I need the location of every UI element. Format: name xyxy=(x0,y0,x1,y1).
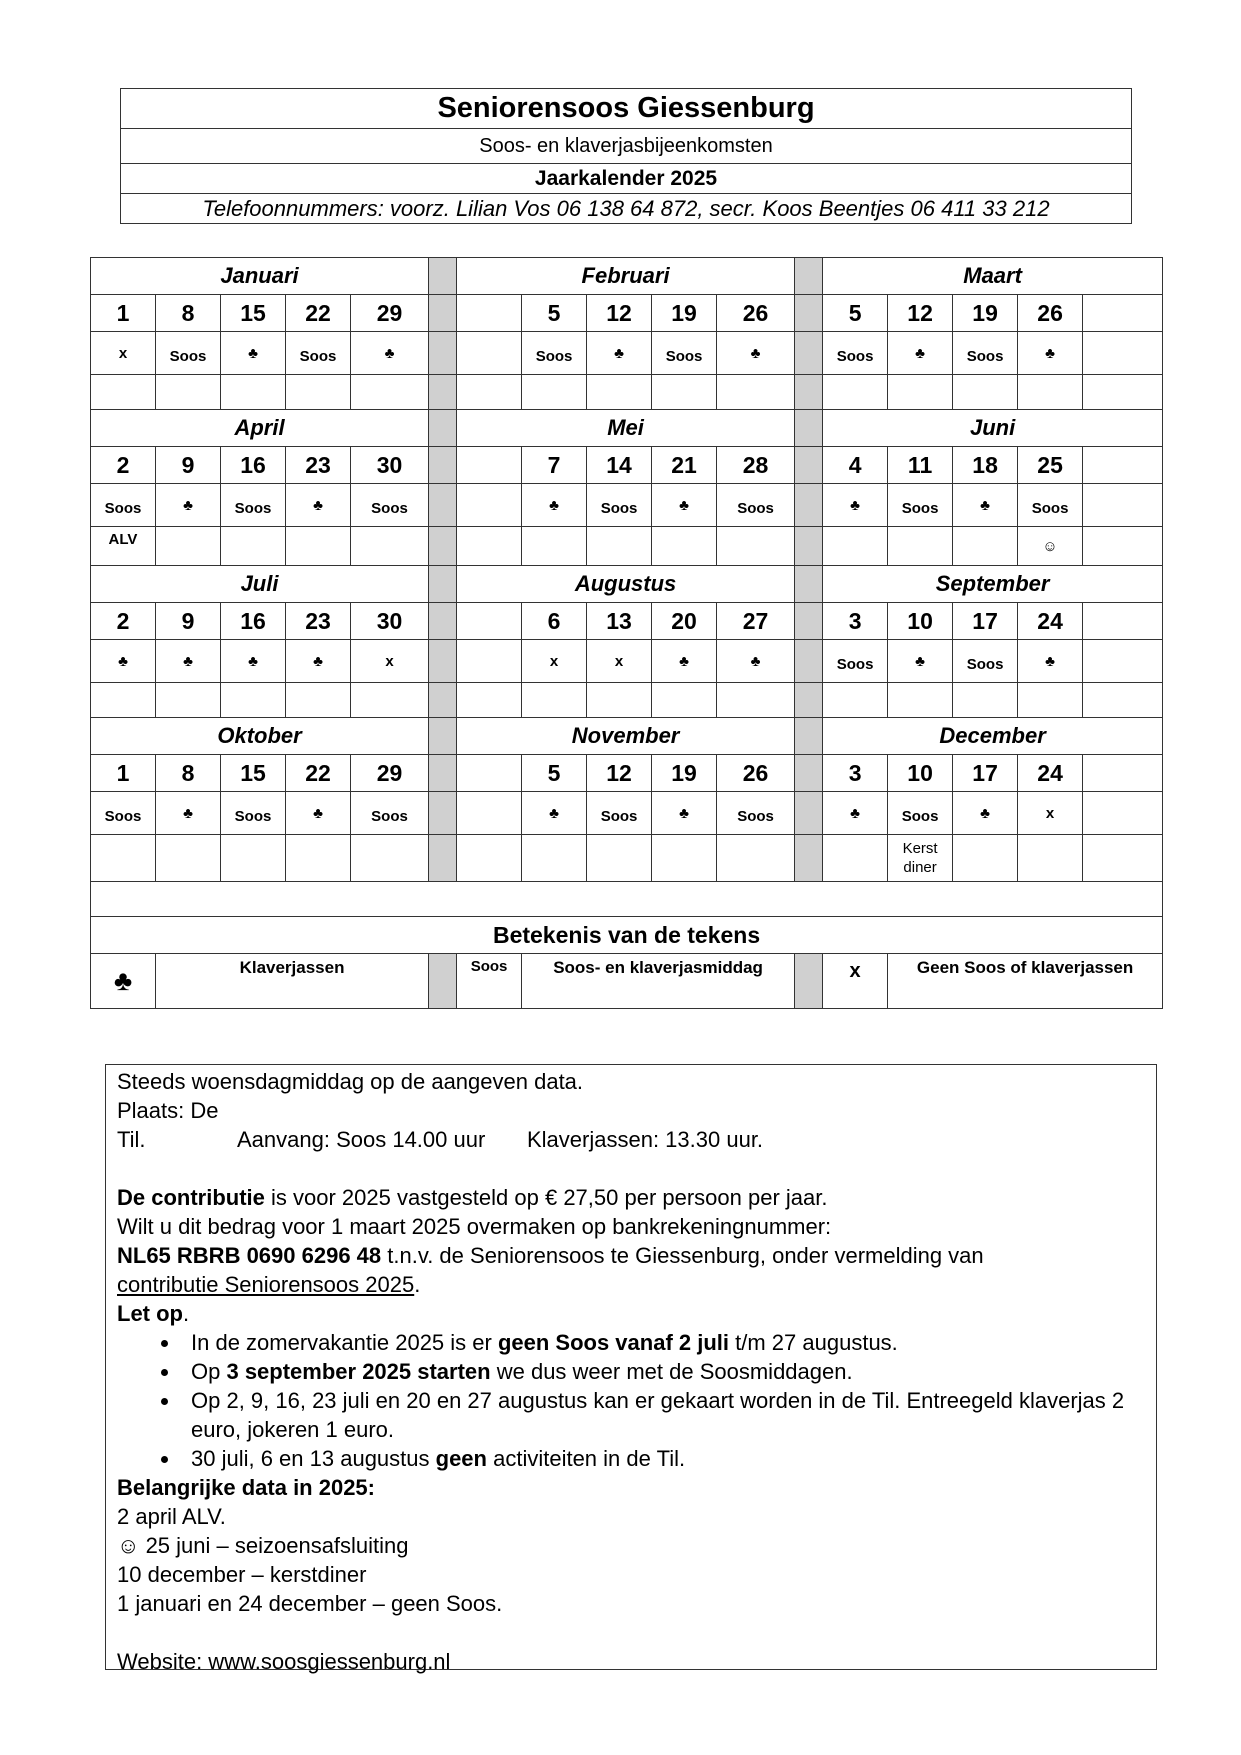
empty-cell xyxy=(522,835,587,882)
day-number: 29 xyxy=(351,755,429,792)
day-number: 28 xyxy=(717,447,795,484)
club-icon: ♣ xyxy=(652,484,717,527)
soos-mark: Soos xyxy=(221,484,286,527)
month-name: Februari xyxy=(457,258,795,295)
day-number: 26 xyxy=(717,295,795,332)
empty-cell xyxy=(953,527,1018,566)
club-icon: ♣ xyxy=(652,792,717,835)
day-number: 30 xyxy=(351,603,429,640)
club-icon: ♣ xyxy=(587,332,652,375)
column-separator xyxy=(429,603,457,640)
day-number: 2 xyxy=(91,447,156,484)
year-calendar xyxy=(90,257,1163,1009)
no-event-mark: x xyxy=(351,640,429,683)
date-item: 10 december – kerstdiner xyxy=(117,1562,367,1587)
empty-cell xyxy=(457,375,522,410)
empty-cell xyxy=(522,683,587,718)
column-separator xyxy=(429,527,457,566)
column-separator xyxy=(429,640,457,683)
column-separator xyxy=(795,375,823,410)
soos-mark: Soos xyxy=(717,484,795,527)
club-icon: ♣ xyxy=(522,484,587,527)
day-number: 8 xyxy=(156,755,221,792)
day-number: 2 xyxy=(91,603,156,640)
legend-x-symbol: x xyxy=(823,954,888,1009)
soos-mark: Soos xyxy=(823,332,888,375)
legend-x-label: Geen Soos of klaverjassen xyxy=(888,954,1163,1009)
day-number: 5 xyxy=(823,295,888,332)
no-event-mark: x xyxy=(91,332,156,375)
info-letop xyxy=(117,1299,1146,1328)
column-separator xyxy=(795,603,823,640)
empty-cell xyxy=(286,683,351,718)
empty-cell xyxy=(1083,683,1163,718)
page-subtitle: Soos- en klaverjasbijeenkomsten xyxy=(121,129,1132,164)
column-separator xyxy=(795,527,823,566)
info-line: Steeds woensdagmiddag op de aangeven data. xyxy=(117,1069,584,1094)
empty-cell xyxy=(652,835,717,882)
day-number: 21 xyxy=(652,447,717,484)
month-name: December xyxy=(823,718,1163,755)
empty-cell xyxy=(823,835,888,882)
day-number: 19 xyxy=(953,295,1018,332)
column-separator xyxy=(795,447,823,484)
empty-cell xyxy=(717,835,795,882)
empty-cell xyxy=(652,527,717,566)
day-number: 6 xyxy=(522,603,587,640)
column-separator xyxy=(795,683,823,718)
column-separator xyxy=(429,683,457,718)
empty-cell xyxy=(953,835,1018,882)
soos-mark: Soos xyxy=(156,332,221,375)
note-cell: ALV xyxy=(91,527,156,566)
day-number: 10 xyxy=(888,603,953,640)
day-number: 16 xyxy=(221,447,286,484)
soos-mark: Soos xyxy=(351,792,429,835)
empty-cell xyxy=(522,375,587,410)
legend-club-label: Klaverjassen xyxy=(156,954,429,1009)
club-icon: ♣ xyxy=(156,792,221,835)
day-number: 26 xyxy=(1018,295,1083,332)
empty-cell xyxy=(888,375,953,410)
page-title: Seniorensoos Giessenburg xyxy=(121,89,1132,129)
day-number: 9 xyxy=(156,603,221,640)
empty-cell xyxy=(221,683,286,718)
soos-mark: Soos xyxy=(953,640,1018,683)
club-icon: ♣ xyxy=(156,640,221,683)
empty-cell xyxy=(587,527,652,566)
info-box xyxy=(105,1064,1157,1674)
day-number: 26 xyxy=(717,755,795,792)
soos-mark: Soos xyxy=(717,792,795,835)
month-name: September xyxy=(823,566,1163,603)
soos-mark: Soos xyxy=(351,484,429,527)
column-separator xyxy=(795,258,823,295)
empty-cell xyxy=(717,375,795,410)
day-number: 11 xyxy=(888,447,953,484)
contribution-text: is voor 2025 vastgesteld op € 27,50 per persoon per jaar. xyxy=(264,1185,828,1210)
day-number: 16 xyxy=(221,603,286,640)
empty-cell xyxy=(522,527,587,566)
day-number xyxy=(457,603,522,640)
month-name: Januari xyxy=(91,258,429,295)
column-separator xyxy=(429,792,457,835)
letop-label: Let op xyxy=(117,1301,183,1326)
empty-cell xyxy=(457,683,522,718)
empty-cell xyxy=(156,527,221,566)
day-number: 22 xyxy=(286,295,351,332)
day-number: 18 xyxy=(953,447,1018,484)
column-separator xyxy=(429,484,457,527)
club-icon: ♣ xyxy=(221,640,286,683)
day-number xyxy=(457,295,522,332)
empty-cell xyxy=(1083,527,1163,566)
empty-cell xyxy=(351,835,429,882)
date-item: 2 april ALV. xyxy=(117,1504,226,1529)
empty-cell xyxy=(91,375,156,410)
month-name: Juni xyxy=(823,410,1163,447)
day-number: 4 xyxy=(823,447,888,484)
column-separator xyxy=(429,954,457,1009)
legend-soos-label: Soos- en klaverjasmiddag xyxy=(522,954,795,1009)
club-icon: ♣ xyxy=(91,954,156,1009)
day-number: 15 xyxy=(221,295,286,332)
soos-mark: Soos xyxy=(522,332,587,375)
empty-cell xyxy=(91,835,156,882)
day-number: 20 xyxy=(652,603,717,640)
reference-end: . xyxy=(414,1272,421,1297)
club-icon: ♣ xyxy=(1018,640,1083,683)
iban: NL65 RBRB 0690 6296 48 xyxy=(117,1243,382,1268)
soos-mark: Soos xyxy=(286,332,351,375)
dates-title xyxy=(117,1473,1146,1502)
day-number: 12 xyxy=(888,295,953,332)
club-icon: ♣ xyxy=(286,484,351,527)
list-item: • In de zomervakantie 2025 is er geen Soos vanaf 2 juli t/m 27 augustus. xyxy=(181,1328,1146,1357)
empty-cell xyxy=(652,683,717,718)
column-separator xyxy=(429,258,457,295)
empty-cell xyxy=(888,683,953,718)
day-number: 7 xyxy=(522,447,587,484)
empty-cell xyxy=(156,835,221,882)
day-number: 24 xyxy=(1018,603,1083,640)
empty-cell xyxy=(457,484,522,527)
empty-cell xyxy=(457,640,522,683)
day-number: 10 xyxy=(888,755,953,792)
empty-cell xyxy=(156,375,221,410)
date-item: ☺ 25 juni – seizoensafsluiting xyxy=(117,1533,409,1558)
day-number: 25 xyxy=(1018,447,1083,484)
empty-cell xyxy=(351,375,429,410)
dates-title-text: Belangrijke data in 2025: xyxy=(117,1475,375,1500)
empty-cell xyxy=(351,683,429,718)
column-separator xyxy=(429,755,457,792)
soos-mark: Soos xyxy=(888,484,953,527)
day-number: 29 xyxy=(351,295,429,332)
legend-row xyxy=(91,954,1163,1009)
smiley-icon: ☺ xyxy=(1018,527,1083,566)
club-icon: ♣ xyxy=(351,332,429,375)
day-number: 24 xyxy=(1018,755,1083,792)
empty-cell xyxy=(823,527,888,566)
contribution-label: De contributie xyxy=(117,1185,265,1210)
club-icon: ♣ xyxy=(953,484,1018,527)
info-aanvang: Aanvang: Soos 14.00 uur xyxy=(237,1127,486,1152)
empty-cell xyxy=(221,527,286,566)
column-separator xyxy=(429,295,457,332)
day-number: 27 xyxy=(717,603,795,640)
day-number: 1 xyxy=(91,295,156,332)
day-number: 19 xyxy=(652,755,717,792)
info-iban-line xyxy=(117,1241,1146,1270)
legend-soos-symbol: Soos xyxy=(457,954,522,1009)
empty-cell xyxy=(1083,375,1163,410)
club-icon: ♣ xyxy=(888,640,953,683)
day-number: 9 xyxy=(156,447,221,484)
month-name: Juli xyxy=(91,566,429,603)
club-icon: ♣ xyxy=(286,640,351,683)
calendar-title: Jaarkalender 2025 xyxy=(121,164,1132,194)
date-item: 1 januari en 24 december – geen Soos. xyxy=(117,1591,503,1616)
day-number: 15 xyxy=(221,755,286,792)
list-item: • 30 juli, 6 en 13 augustus geen activiteiten in de Til. xyxy=(181,1444,1146,1473)
day-number: 22 xyxy=(286,755,351,792)
column-separator xyxy=(795,755,823,792)
info-location-line xyxy=(117,1096,1146,1154)
club-icon: ♣ xyxy=(221,332,286,375)
empty-cell xyxy=(953,375,1018,410)
reference-text: contributie Seniorensoos 2025 xyxy=(117,1272,415,1297)
info-reference xyxy=(117,1270,1146,1299)
day-number: 19 xyxy=(652,295,717,332)
phone-numbers: Telefoonnummers: voorz. Lilian Vos 06 138 64 872, secr. Koos Beentjes 06 411 33 212 xyxy=(121,194,1132,224)
empty-cell xyxy=(717,527,795,566)
empty-cell xyxy=(457,835,522,882)
soos-mark: Soos xyxy=(587,792,652,835)
column-separator xyxy=(795,718,823,755)
soos-mark: Soos xyxy=(91,792,156,835)
club-icon: ♣ xyxy=(286,792,351,835)
empty-cell xyxy=(1018,375,1083,410)
club-icon: ♣ xyxy=(91,640,156,683)
info-transfer: Wilt u dit bedrag voor 1 maart 2025 overmaken op bankrekeningnummer: xyxy=(117,1214,832,1239)
column-separator xyxy=(795,295,823,332)
column-separator xyxy=(795,566,823,603)
day-number: 8 xyxy=(156,295,221,332)
column-separator xyxy=(795,954,823,1009)
club-icon: ♣ xyxy=(823,792,888,835)
column-separator xyxy=(795,410,823,447)
column-separator xyxy=(429,718,457,755)
empty-cell xyxy=(888,527,953,566)
day-number: 5 xyxy=(522,755,587,792)
month-name: Augustus xyxy=(457,566,795,603)
empty-cell xyxy=(823,683,888,718)
day-number: 1 xyxy=(91,755,156,792)
month-name: Maart xyxy=(823,258,1163,295)
list-item: • Op 3 september 2025 starten we dus weer met de Soosmiddagen. xyxy=(181,1357,1146,1386)
empty-cell xyxy=(221,835,286,882)
soos-mark: Soos xyxy=(1018,484,1083,527)
header-box xyxy=(120,88,1132,224)
no-event-mark: x xyxy=(587,640,652,683)
column-separator xyxy=(795,332,823,375)
day-number: 17 xyxy=(953,603,1018,640)
day-number xyxy=(457,447,522,484)
empty-cell xyxy=(1018,683,1083,718)
club-icon: ♣ xyxy=(717,640,795,683)
empty-cell xyxy=(587,683,652,718)
day-number: 13 xyxy=(587,603,652,640)
empty-cell xyxy=(652,375,717,410)
day-number: 12 xyxy=(587,295,652,332)
info-klaverjassen: Klaverjassen: 13.30 uur. xyxy=(527,1127,764,1152)
club-icon: ♣ xyxy=(717,332,795,375)
column-separator xyxy=(429,835,457,882)
day-number: 3 xyxy=(823,755,888,792)
empty-cell xyxy=(286,835,351,882)
day-number xyxy=(1083,603,1163,640)
no-event-mark: x xyxy=(522,640,587,683)
notice-list xyxy=(117,1328,1146,1473)
empty-cell xyxy=(156,683,221,718)
empty-cell xyxy=(457,527,522,566)
column-separator xyxy=(429,410,457,447)
info-plaats: Plaats: De Til. xyxy=(117,1098,219,1152)
empty-cell xyxy=(587,375,652,410)
empty-cell xyxy=(823,375,888,410)
legend-title: Betekenis van de tekens xyxy=(91,917,1163,954)
empty-cell xyxy=(1083,640,1163,683)
club-icon: ♣ xyxy=(652,640,717,683)
empty-cell xyxy=(1083,332,1163,375)
empty-cell xyxy=(1083,835,1163,882)
club-icon: ♣ xyxy=(156,484,221,527)
soos-mark: Soos xyxy=(888,792,953,835)
empty-cell xyxy=(587,835,652,882)
month-name: April xyxy=(91,410,429,447)
day-number xyxy=(1083,755,1163,792)
column-separator xyxy=(429,447,457,484)
iban-text: t.n.v. de Seniorensoos te Giessenburg, onder vermelding van xyxy=(381,1243,984,1268)
empty-cell xyxy=(91,683,156,718)
day-number xyxy=(1083,447,1163,484)
column-separator xyxy=(795,792,823,835)
empty-cell xyxy=(286,375,351,410)
empty-cell xyxy=(221,375,286,410)
column-separator xyxy=(429,566,457,603)
column-separator xyxy=(429,375,457,410)
month-name: Oktober xyxy=(91,718,429,755)
club-icon: ♣ xyxy=(888,332,953,375)
empty-cell xyxy=(1018,835,1083,882)
letop-end: . xyxy=(183,1301,190,1326)
empty-cell xyxy=(286,527,351,566)
column-separator xyxy=(429,332,457,375)
club-icon: ♣ xyxy=(522,792,587,835)
day-number: 5 xyxy=(522,295,587,332)
info-contribution xyxy=(117,1183,1146,1212)
soos-mark: Soos xyxy=(652,332,717,375)
website-line: Website: www.soosgiessenburg.nl xyxy=(117,1649,451,1674)
day-number xyxy=(1083,295,1163,332)
soos-mark: Soos xyxy=(221,792,286,835)
empty-cell xyxy=(953,683,1018,718)
column-separator xyxy=(795,640,823,683)
club-icon: ♣ xyxy=(953,792,1018,835)
soos-mark: Soos xyxy=(953,332,1018,375)
empty-cell xyxy=(717,683,795,718)
column-separator xyxy=(795,835,823,882)
blank-row xyxy=(91,882,1163,917)
club-icon: ♣ xyxy=(823,484,888,527)
soos-mark: Soos xyxy=(587,484,652,527)
club-icon: ♣ xyxy=(1018,332,1083,375)
empty-cell xyxy=(351,527,429,566)
empty-cell xyxy=(457,792,522,835)
soos-mark: Soos xyxy=(91,484,156,527)
day-number: 14 xyxy=(587,447,652,484)
day-number: 23 xyxy=(286,603,351,640)
day-number: 17 xyxy=(953,755,1018,792)
note-kerstdiner: Kerst diner xyxy=(888,835,953,882)
list-item: • Op 2, 9, 16, 23 juli en 20 en 27 augustus kan er gekaart worden in de Til. Entreegeld klaverjas 2 euro, jokeren 1 euro. xyxy=(181,1386,1146,1444)
empty-cell xyxy=(1083,792,1163,835)
day-number xyxy=(457,755,522,792)
no-event-mark: x xyxy=(1018,792,1083,835)
empty-cell xyxy=(1083,484,1163,527)
month-name: November xyxy=(457,718,795,755)
day-number: 3 xyxy=(823,603,888,640)
column-separator xyxy=(795,484,823,527)
day-number: 23 xyxy=(286,447,351,484)
month-name: Mei xyxy=(457,410,795,447)
soos-mark: Soos xyxy=(823,640,888,683)
day-number: 12 xyxy=(587,755,652,792)
day-number: 30 xyxy=(351,447,429,484)
empty-cell xyxy=(457,332,522,375)
